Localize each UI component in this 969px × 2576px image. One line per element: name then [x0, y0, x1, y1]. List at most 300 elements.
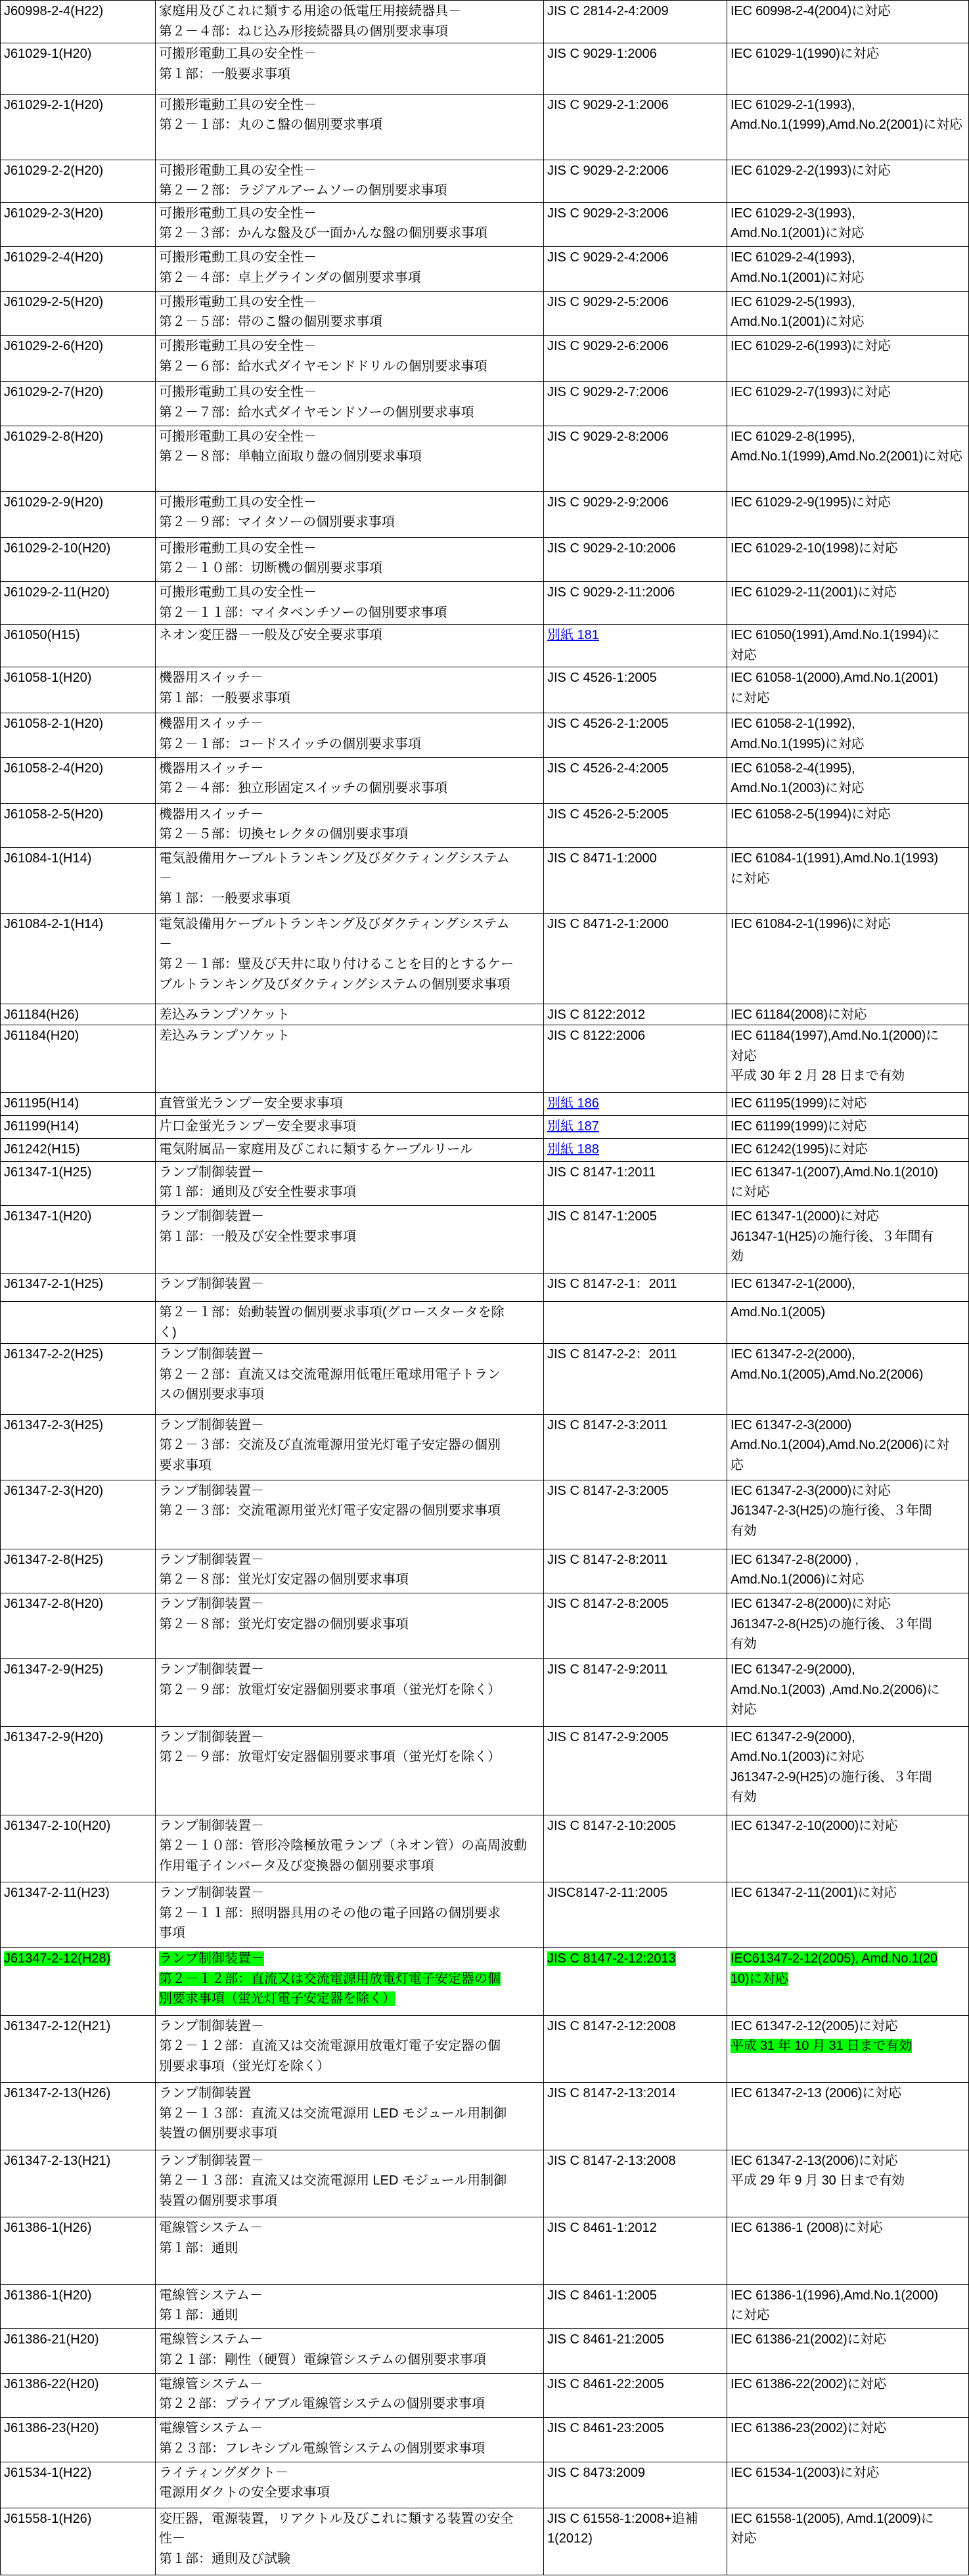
jis-standard-cell	[544, 1549, 727, 1593]
cell-line	[159, 2238, 542, 2259]
table-row	[0, 1593, 969, 1659]
iec-standard-cell	[727, 848, 969, 913]
cell-text: JIS C 4526-1:2005	[547, 671, 657, 685]
table-row	[0, 625, 969, 667]
cell-line	[159, 2374, 542, 2395]
cell-text: IEC 61347-2-9(2000),	[731, 1662, 855, 1677]
cell-line	[159, 1949, 542, 1969]
iec-standard-cell	[727, 203, 969, 247]
cell-line	[547, 427, 725, 447]
cell-text: 有効	[731, 1790, 757, 1804]
cell-line	[731, 2218, 967, 2238]
title-cell	[156, 2150, 544, 2217]
attachment-link[interactable]: 別紙 186	[547, 1096, 599, 1111]
cell-text: IEC 61195(1999)に対応	[731, 1096, 867, 1111]
cell-line	[731, 95, 967, 116]
cell-text: JISC8147-2-11:2005	[547, 1886, 668, 1900]
table-row	[0, 1, 969, 43]
cell-text: IEC 61347-2-2(2000),	[731, 1347, 855, 1362]
cell-line	[4, 1274, 154, 1295]
cell-text: 差込みランプソケット	[159, 1007, 290, 1022]
table-row	[0, 2016, 969, 2083]
cell-line	[159, 1344, 542, 1365]
cell-text: JIS C 9029-2-10:2006	[547, 541, 676, 556]
code-cell	[1, 1274, 156, 1302]
jis-standard-cell	[544, 382, 727, 426]
title-cell	[156, 426, 544, 491]
cell-text: JIS C 8461-1:2005	[547, 2288, 657, 2303]
cell-line	[731, 1302, 967, 1323]
cell-text: 機器用スイッチ－	[159, 671, 264, 685]
cell-line	[4, 805, 154, 825]
table-row	[0, 914, 969, 1004]
cell-text: J61347-1(H25)の施行後、３年間有	[731, 1229, 934, 1244]
cell-text: JIS C 8461-21:2005	[547, 2332, 664, 2347]
cell-text: IEC 61347-2-8(2000)に対応	[731, 1597, 891, 1611]
cell-line	[159, 734, 542, 755]
cell-text: JIS C 8147-2-3:2011	[547, 1417, 668, 1432]
cell-line	[159, 1163, 542, 1183]
code-cell	[1, 582, 156, 624]
cell-line	[159, 1117, 542, 1137]
cell-text: JIS C 9029-2-8:2006	[547, 429, 669, 444]
title-cell	[156, 1882, 544, 1947]
cell-line	[159, 1385, 542, 1405]
cell-text: J61050(H15)	[4, 628, 80, 642]
cell-line	[547, 1207, 725, 1227]
code-cell	[1, 1727, 156, 1815]
cell-text: IEC 60998-2-4(2004)に対応	[731, 4, 891, 18]
cell-text: 可搬形電動工具の安全性－	[159, 97, 317, 112]
table-row	[0, 2285, 969, 2330]
cell-line	[159, 403, 542, 423]
cell-text: 家庭用及びこれに類する用途の低電圧用接続器具－	[159, 4, 461, 18]
code-cell	[1, 1093, 156, 1115]
cell-text: ランプ制御装置－	[159, 1597, 264, 1611]
cell-line	[159, 824, 542, 845]
cell-text: 第２－８部：蛍光灯安定器の個別要求事項	[159, 1616, 409, 1632]
cell-text: J61347-2-12(H28)	[4, 1951, 111, 1966]
cell-text: ランプ制御装置－	[159, 1552, 264, 1567]
cell-text: ランプ制御装置－	[159, 1276, 264, 1291]
cell-text: IEC 61386-22(2002)に対応	[731, 2376, 887, 2391]
iec-standard-cell	[727, 1093, 969, 1115]
cell-line	[4, 914, 154, 935]
cell-line	[731, 1767, 967, 1788]
cell-line	[731, 1680, 967, 1700]
cell-line	[547, 539, 725, 559]
cell-line	[731, 1455, 967, 1476]
cell-text: 対応	[731, 1048, 757, 1063]
cell-text: J61029-2-11(H20)	[4, 585, 110, 600]
cell-line	[159, 2483, 542, 2503]
cell-text: 可搬形電動工具の安全性－	[159, 339, 317, 353]
cell-line	[731, 2463, 967, 2483]
cell-text: Amd.No.1(2001)に対応	[731, 315, 865, 329]
cell-line	[547, 2286, 725, 2306]
cell-text: JIS C 9029-2-4:2006	[547, 250, 669, 265]
cell-line	[159, 759, 542, 779]
cell-text: IEC 61029-2-8(1995),	[731, 429, 855, 444]
table-row	[0, 1480, 969, 1549]
cell-text: J61386-1(H20)	[4, 2288, 92, 2303]
cell-text: 別要求事項（蛍光灯電子安定器を除く）	[159, 1991, 395, 2006]
cell-text: 第２－１３部：直流又は交流電源用 LED モジュール用制御	[159, 2106, 507, 2121]
code-cell	[1, 1882, 156, 1947]
iec-standard-cell	[727, 1302, 969, 1343]
table-row	[0, 804, 969, 849]
iec-standard-cell	[727, 713, 969, 757]
cell-line	[159, 1227, 542, 1247]
cell-line	[731, 1747, 967, 1767]
cell-line	[547, 625, 725, 646]
code-cell	[1, 1025, 156, 1092]
cell-line	[547, 714, 725, 734]
cell-text: ランプ制御装置	[159, 2086, 251, 2100]
cell-line	[731, 1727, 967, 1748]
cell-text: JIS C 8147-2-10:2005	[547, 1818, 676, 1833]
cell-line	[731, 2286, 967, 2306]
title-cell	[156, 1549, 544, 1593]
jis-standard-cell	[544, 2150, 727, 2217]
table-row	[0, 1415, 969, 1480]
cell-text: 有効	[731, 1637, 757, 1651]
jis-standard-cell	[544, 758, 727, 803]
cell-line	[731, 1501, 967, 1521]
title-cell	[156, 1162, 544, 1206]
cell-text: IEC 61084-1(1991),Amd.No.1(1993)	[731, 851, 939, 866]
cell-text: ランプ制御装置－	[159, 2153, 264, 2168]
cell-text: JIS C 8147-2-9:2005	[547, 1729, 669, 1744]
cell-text: JIS C 8473:2009	[547, 2465, 645, 2480]
table-row	[0, 292, 969, 336]
cell-text: 要求事項	[159, 1457, 212, 1473]
cell-text: 第２－６部：給水式ダイヤモンドドリルの個別要求事項	[159, 359, 487, 374]
cell-text: Amd.No.1(2001)に対応	[731, 270, 865, 285]
jis-standard-cell	[544, 1162, 727, 1206]
cell-text: 第２－１０部：管形冷陰極放電ランプ（ネオン管）の高周波動	[159, 1838, 527, 1853]
code-cell	[1, 667, 156, 713]
cell-text: J61029-2-3(H20)	[4, 206, 104, 221]
cell-line	[731, 248, 967, 268]
iec-standard-cell	[727, 625, 969, 667]
cell-line	[159, 2330, 542, 2350]
jis-standard-cell	[544, 2418, 727, 2462]
cell-line	[731, 2171, 967, 2191]
code-cell	[1, 336, 156, 381]
iec-standard-cell	[727, 2418, 969, 2462]
iec-standard-cell	[727, 95, 969, 160]
cell-text: J61029-2-8(H20)	[4, 429, 104, 444]
attachment-link[interactable]: 別紙 181	[547, 628, 599, 642]
cell-line	[4, 714, 154, 734]
cell-text: 電線管システム－	[159, 2376, 263, 2391]
cell-text: IEC 61199(1999)に対応	[731, 1119, 867, 1134]
cell-line	[159, 1989, 542, 2009]
cell-text: IEC 61029-2-3(1993),	[731, 206, 855, 221]
cell-line	[159, 312, 542, 332]
title-cell	[156, 292, 544, 336]
jis-standard-cell	[544, 1139, 727, 1161]
cell-line	[159, 1727, 542, 1748]
title-cell	[156, 758, 544, 803]
cell-text: 第１部：一般及び安全性要求事項	[159, 1229, 356, 1244]
cell-text: 装置の個別要求事項	[159, 2126, 277, 2141]
cell-text: J61347-1(H20)	[4, 1209, 92, 1224]
cell-text: に対応	[731, 871, 770, 886]
cell-line	[547, 1117, 725, 1137]
title-cell	[156, 1344, 544, 1414]
iec-standard-cell	[727, 2016, 969, 2083]
cell-text: J61386-22(H20)	[4, 2376, 99, 2391]
cell-line	[731, 1481, 967, 1501]
table-row	[0, 2508, 969, 2576]
cell-line	[731, 1700, 967, 1720]
cell-line	[4, 1207, 154, 1227]
cell-text: J61558-1(H26)	[4, 2511, 92, 2526]
title-cell	[156, 492, 544, 537]
iec-standard-cell	[727, 538, 969, 582]
cell-text: 対応	[731, 2531, 757, 2546]
cell-line	[159, 248, 542, 268]
title-cell	[156, 160, 544, 202]
cell-text: J61347-2-9(H20)	[4, 1729, 104, 1744]
code-cell	[1, 160, 156, 202]
cell-text: J61029-2-4(H20)	[4, 250, 104, 265]
cell-line	[159, 1883, 542, 1903]
cell-line	[547, 1005, 725, 1025]
cell-line	[159, 382, 542, 403]
cell-text: 第２１部：剛性（硬質）電線管システムの個別要求事項	[159, 2352, 486, 2367]
cell-line	[159, 1481, 542, 1501]
attachment-link[interactable]: 別紙 187	[547, 1119, 599, 1134]
cell-line	[731, 1066, 967, 1086]
cell-text: J61184(H20)	[4, 1029, 79, 1043]
cell-line	[159, 64, 542, 85]
cell-text: IEC 61058-2-1(1992),	[731, 717, 855, 731]
jis-standard-cell	[544, 1948, 727, 2015]
cell-text: IEC 61347-2-8(2000) ,	[731, 1552, 859, 1567]
cell-text: ランプ制御装置－	[159, 1483, 264, 1498]
cell-text: J61029-2-10(H20)	[4, 541, 111, 556]
cell-line	[731, 1660, 967, 1680]
cell-text: 可搬形電動工具の安全性－	[159, 47, 317, 61]
cell-line	[159, 1836, 542, 1856]
cell-text: －	[159, 937, 172, 952]
cell-text: 対応	[731, 1702, 757, 1717]
cell-text: IEC 61386-1(1996),Amd.No.1(2000)	[731, 2288, 939, 2303]
cell-text: 第２－９部：マイタソーの個別要求事項	[159, 515, 395, 529]
cell-line	[547, 2083, 725, 2104]
cell-text: 第２－８部：蛍光灯安定器の個別要求事項	[159, 1572, 409, 1587]
jis-standard-cell	[544, 336, 727, 381]
cell-line	[4, 583, 154, 603]
cell-text: J61029-2-7(H20)	[4, 385, 104, 399]
jis-standard-cell	[544, 1, 727, 43]
cell-text: 可搬形電動工具の安全性－	[159, 585, 317, 600]
cell-line	[4, 1163, 154, 1183]
cell-line	[731, 688, 967, 709]
cell-line	[547, 1816, 725, 1836]
cell-line	[159, 714, 542, 734]
cell-text: 第１部：通則	[159, 2308, 238, 2322]
jis-standard-cell	[544, 2016, 727, 2083]
title-cell	[156, 2083, 544, 2150]
cell-line	[4, 759, 154, 779]
cell-line	[731, 1163, 967, 1183]
iec-standard-cell	[727, 2083, 969, 2150]
cell-line	[731, 1816, 967, 1836]
code-cell	[1, 1004, 156, 1025]
code-cell	[1, 2418, 156, 2462]
cell-line	[159, 1365, 542, 1385]
cell-line	[731, 539, 967, 559]
cell-line	[159, 2350, 542, 2370]
code-cell	[1, 1139, 156, 1161]
jis-standard-cell	[544, 2508, 727, 2575]
table-row	[0, 1727, 969, 1815]
cell-text: Amd.No.1(2005),Amd.No.2(2006)	[731, 1367, 924, 1382]
cell-line	[731, 668, 967, 688]
cell-text: IEC 61058-2-5(1994)に対応	[731, 807, 891, 822]
cell-line	[731, 625, 967, 646]
jis-standard-cell	[544, 95, 727, 160]
cell-line	[159, 1816, 542, 1836]
cell-text: Amd.No.1(2003) ,Amd.No.2(2006)に	[731, 1682, 940, 1697]
table-row	[0, 1004, 969, 1026]
cell-line	[159, 1323, 542, 1343]
cell-text: IEC 61029-2-1(1993),	[731, 97, 855, 112]
jis-standard-cell	[544, 1206, 727, 1273]
cell-line	[731, 427, 967, 447]
cell-text: 電気附属品－家庭用及びこれに類するケーブルリール	[159, 1142, 473, 1157]
cell-text: 第１部：通則	[159, 2240, 238, 2255]
jis-standard-cell	[544, 492, 727, 537]
cell-text: IEC 61558-1(2005), Amd.1(2009)に	[731, 2511, 934, 2526]
cell-line	[547, 2418, 725, 2439]
iec-standard-cell	[727, 667, 969, 713]
cell-text: 電線管システム－	[159, 2288, 263, 2303]
table-row	[0, 1025, 969, 1093]
table-row	[0, 1116, 969, 1139]
cell-text: 有効	[731, 1523, 757, 1538]
cell-text: ランプ制御装置－	[159, 1886, 264, 1900]
cell-line	[159, 427, 542, 447]
cell-line	[547, 1481, 725, 1501]
cell-text: IEC 61386-23(2002)に対応	[731, 2421, 887, 2435]
cell-text: J61199(H14)	[4, 1119, 79, 1134]
code-cell	[1, 2329, 156, 2373]
cell-line	[731, 2305, 967, 2326]
jis-standard-cell	[544, 1274, 727, 1302]
cell-line	[159, 223, 542, 244]
cell-line	[547, 1883, 725, 1903]
title-cell	[156, 667, 544, 713]
cell-text: J61386-23(H20)	[4, 2421, 99, 2435]
cell-line	[4, 1140, 154, 1160]
cell-text: J61347-2-3(H25)の施行後、３年間	[731, 1503, 932, 1518]
cell-line	[4, 1344, 154, 1365]
table-row	[0, 1139, 969, 1162]
cell-line	[159, 2083, 542, 2104]
cell-line	[159, 1207, 542, 1227]
cell-line	[159, 447, 542, 467]
table-row	[0, 2329, 969, 2374]
title-cell	[156, 2285, 544, 2329]
attachment-link[interactable]: 別紙 188	[547, 1142, 599, 1157]
cell-text: 第１部：通則及び安全性要求事項	[159, 1185, 356, 1199]
cell-text: 作用電子インバータ及び変換器の個別要求事項	[159, 1858, 434, 1873]
table-row	[0, 43, 969, 95]
title-cell	[156, 1004, 544, 1025]
cell-text: Amd.No.1(2003)に対応	[731, 1750, 865, 1764]
cell-text: 効	[731, 1249, 744, 1264]
iec-standard-cell	[727, 2217, 969, 2284]
cell-line	[159, 625, 542, 646]
cell-line	[731, 1046, 967, 1067]
cell-line	[4, 204, 154, 224]
code-cell	[1, 492, 156, 537]
cell-text: J61386-1(H26)	[4, 2221, 92, 2235]
cell-text: JIS C 8147-2-12:2008	[547, 2018, 676, 2033]
code-cell	[1, 2462, 156, 2508]
table-row	[0, 1302, 969, 1344]
cell-text: 第２－１０部：切断機の個別要求事項	[159, 561, 382, 575]
cell-line	[159, 1923, 542, 1943]
cell-text: ランプ制御装置－	[159, 1818, 264, 1833]
title-cell	[156, 1302, 544, 1343]
table-row	[0, 1659, 969, 1727]
table-row	[0, 1882, 969, 1948]
code-cell	[1, 2285, 156, 2329]
cell-text: 第２－９部：放電灯安定器個別要求事項（蛍光灯を除く）	[159, 1682, 501, 1697]
iec-standard-cell	[727, 1, 969, 43]
cell-text: 可搬形電動工具の安全性－	[159, 163, 317, 178]
cell-text: JIS C 8122:2012	[547, 1007, 645, 1022]
cell-text: ランプ制御装置－	[159, 2018, 264, 2033]
cell-text: 第２－４部：卓上グラインダの個別要求事項	[159, 270, 421, 285]
table-row	[0, 95, 969, 160]
cell-line	[731, 1026, 967, 1046]
cell-text: JIS C 8147-2-12:2013	[547, 1951, 676, 1966]
iec-standard-cell	[727, 914, 969, 1004]
table-row	[0, 1549, 969, 1594]
title-cell	[156, 2329, 544, 2373]
cell-line	[159, 2305, 542, 2326]
cell-text: に対応	[731, 1185, 770, 1199]
cell-text: JIS C 8147-1:2005	[547, 1209, 657, 1224]
cell-text: 第２２部：プライアブル電線管システムの個別要求事項	[159, 2397, 485, 2411]
cell-line	[731, 1094, 967, 1114]
jis-standard-cell	[544, 247, 727, 291]
cell-line	[547, 2509, 725, 2529]
cell-line	[4, 161, 154, 181]
cell-text: J61347-2-13(H21)	[4, 2153, 111, 2168]
jis-standard-cell	[544, 2462, 727, 2508]
cell-line	[159, 2509, 542, 2529]
cell-text: ランプ制御装置－	[159, 1951, 264, 1966]
cell-line	[4, 1660, 154, 1680]
code-cell	[1, 1480, 156, 1549]
cell-text: J61347-2-9(H25)	[4, 1662, 104, 1677]
cell-line	[731, 2509, 967, 2529]
jis-standard-cell	[544, 848, 727, 913]
cell-line	[4, 2218, 154, 2238]
cell-text: IEC 61347-2-13(2006)に対応	[731, 2153, 898, 2168]
table-row	[0, 1948, 969, 2016]
iec-standard-cell	[727, 1274, 969, 1302]
iec-standard-cell	[727, 758, 969, 803]
